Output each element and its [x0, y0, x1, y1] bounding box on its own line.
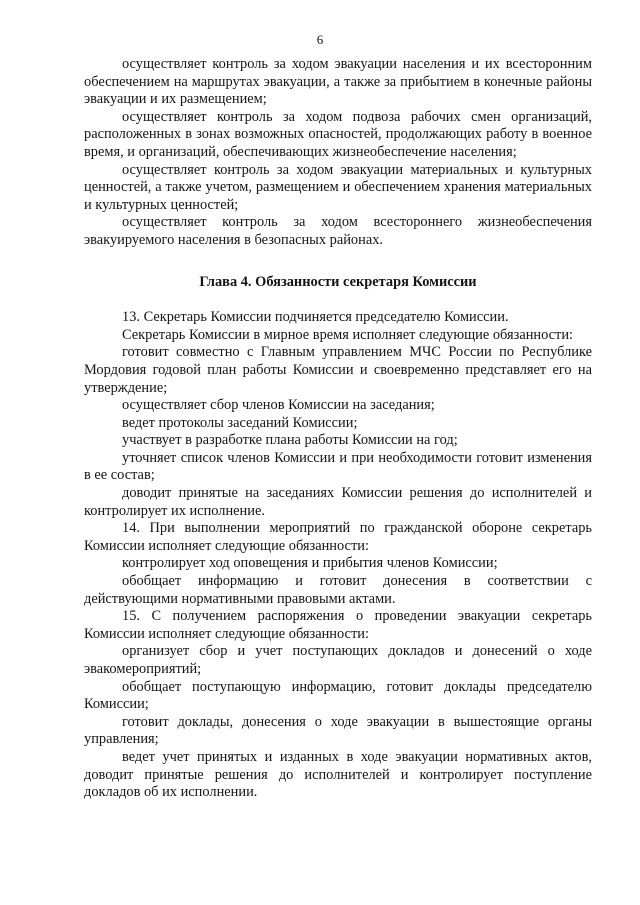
chapter-paragraph: участвует в разработке плана работы Комиссии на год;: [122, 432, 458, 449]
chapter-paragraph: обобщает информацию и готовит донесения в соответствии с действующими нормативными правовыми актами.: [84, 573, 592, 607]
chapter-paragraph: обобщает поступающую информацию, готовит доклады председателю Комиссии;: [84, 678, 592, 713]
chapter-paragraph: контролирует ход оповещения и прибытия членов Комиссии;: [122, 555, 498, 572]
chapter-paragraph: готовит доклады, донесения о ходе эвакуации в вышестоящие органы управления;: [84, 713, 592, 748]
chapter-paragraph: 15. С получением распоряжения о проведении эвакуации секретарь Комиссии исполняет следующие обязанности:: [84, 608, 592, 642]
chapter-paragraph: доводит принятые на заседаниях Комиссии решения до исполнителей и контролирует их исполнение.: [84, 485, 592, 519]
chapter-paragraph: Секретарь Комиссии в мирное время исполняет следующие обязанности:: [122, 326, 574, 343]
intro-paragraph: осуществляет контроль за ходом эвакуации материальных и культурных ценностей, а также учетом, размещением и обеспечением хранения материальных и культурных ценностей;: [84, 161, 592, 213]
intro-paragraph: осуществляет контроль за ходом подвоза рабочих смен организаций, расположенных в зонах возможных опасностей, продолжающих работу в военное время, и организаций, обеспечивающих жизнеобеспечение населения;: [84, 108, 592, 160]
chapter-paragraph: 13. Секретарь Комиссии подчиняется председателю Комиссии.: [122, 309, 509, 326]
chapter-paragraph: ведет протоколы заседаний Комиссии;: [122, 414, 358, 431]
intro-paragraph: осуществляет контроль за ходом всестороннего жизнеобеспечения эвакуируемого населения в безопасных районах.: [84, 214, 592, 248]
document-body: [84, 56, 592, 802]
chapter-paragraph: ведет учет принятых и изданных в ходе эвакуации нормативных актов, доводит принятые решения до исполнителей и контролирует поступление докладов об их исполнении.: [84, 748, 592, 801]
intro-paragraph: осуществляет контроль за ходом эвакуации населения и их всесторонним обеспечением на маршрутах эвакуации, а также за прибытием в конечные районы эвакуации и их размещением;: [84, 56, 592, 108]
chapter-paragraph: 14. При выполнении мероприятий по гражданской обороне секретарь Комиссии исполняет следующие обязанности:: [84, 520, 592, 554]
chapter-paragraph: осуществляет сбор членов Комиссии на заседания;: [122, 397, 435, 414]
chapter-paragraph: готовит совместно с Главным управлением МЧС России по Республике Мордовия годовой план работы Комиссии и своевременно представляет его на утверждение;: [84, 344, 592, 396]
chapter-paragraph: организует сбор и учет поступающих докладов и донесений о ходе эвакомероприятий;: [84, 643, 592, 677]
chapter-title: Глава 4. Обязанности секретаря Комиссии: [199, 273, 477, 290]
page-number: 6: [316, 32, 324, 47]
chapter-paragraph: уточняет список членов Комиссии и при необходимости готовит изменения в ее состав;: [84, 449, 592, 484]
